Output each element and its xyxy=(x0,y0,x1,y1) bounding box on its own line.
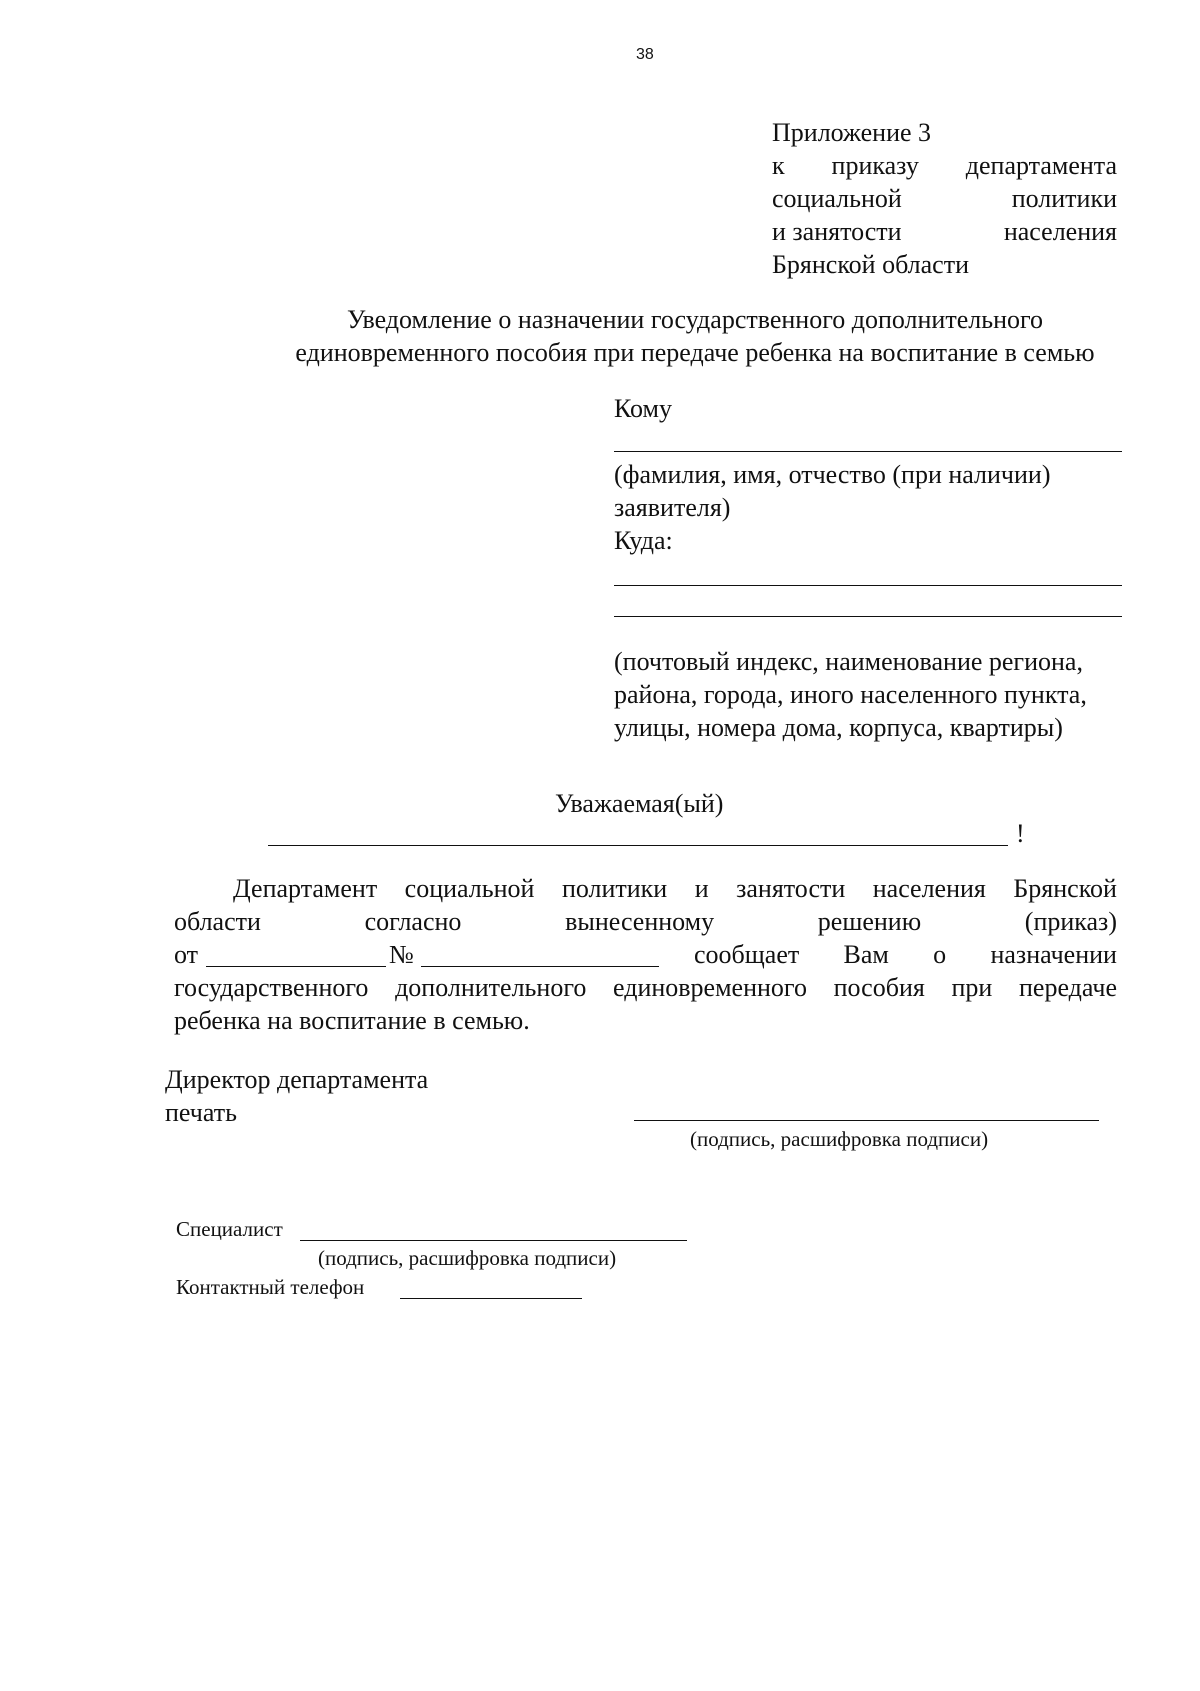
order-date-line xyxy=(206,966,386,967)
recipient-to-label: Кому xyxy=(614,394,673,423)
body-word: (приказ) xyxy=(1024,907,1117,936)
body-word: области xyxy=(174,907,261,936)
appendix-row-4: Брянской области xyxy=(772,250,969,279)
body-from-label: от xyxy=(174,940,199,969)
body-word: дополнительного xyxy=(395,973,587,1002)
recipient-address-hint-1: (почтовый индекс, наименование региона, xyxy=(614,647,1083,676)
appendix-row-3 xyxy=(772,216,1117,248)
page-number: 38 xyxy=(636,46,654,63)
body-word: Брянской xyxy=(1013,874,1117,903)
contact-phone-line xyxy=(400,1298,582,1299)
body-word: и xyxy=(694,874,709,903)
body-word: решению xyxy=(817,907,922,936)
appendix-word: политики xyxy=(1011,184,1117,213)
appendix-title: Приложение 3 xyxy=(772,118,932,147)
recipient-name-hint-2: заявителя) xyxy=(614,493,731,522)
body-word: при xyxy=(951,973,993,1002)
document-heading-line-2: единовременного пособия при передаче ребенка на воспитание в семью xyxy=(295,338,1095,367)
greeting-exclamation: ! xyxy=(1016,819,1025,848)
body-word: согласно xyxy=(364,907,462,936)
document-heading-line-1: Уведомление о назначении государственного дополнительного xyxy=(346,305,1044,334)
body-word: населения xyxy=(872,874,986,903)
appendix-word: департамента xyxy=(965,151,1117,180)
greeting-name-line xyxy=(268,845,1008,846)
body-line-1 xyxy=(233,873,1117,905)
body-word: назначении xyxy=(990,940,1117,969)
body-word: Департамент xyxy=(233,874,378,903)
contact-phone-label: Контактный телефон xyxy=(176,1275,365,1299)
appendix-word: населения xyxy=(1003,217,1117,246)
body-word: о xyxy=(933,940,947,969)
body-word: занятости xyxy=(736,874,846,903)
body-word: Вам xyxy=(843,940,889,969)
body-word: вынесенному xyxy=(565,907,715,936)
appendix-word: социальной xyxy=(772,184,902,213)
director-signature-line xyxy=(634,1120,1099,1121)
stamp-label: печать xyxy=(165,1098,237,1127)
body-line-3-rest xyxy=(694,939,1117,971)
recipient-address-line-2 xyxy=(614,616,1122,617)
director-signature-hint: (подпись, расшифровка подписи) xyxy=(690,1127,989,1151)
order-number-line xyxy=(421,966,659,967)
specialist-label: Специалист xyxy=(176,1217,283,1241)
appendix-word: приказу xyxy=(831,151,919,180)
appendix-row-1 xyxy=(772,150,1117,182)
body-word: передаче xyxy=(1019,973,1117,1002)
body-word: государственного xyxy=(174,973,369,1002)
body-word: политики xyxy=(561,874,668,903)
body-word: пособия xyxy=(833,973,925,1002)
body-word: единовременного xyxy=(613,973,807,1002)
body-line-4 xyxy=(174,972,1117,1004)
body-number-sign: № xyxy=(389,940,414,969)
appendix-row-2 xyxy=(772,183,1117,215)
body-line-5: ребенка на воспитание в семью. xyxy=(174,1006,530,1035)
body-word: социальной xyxy=(404,874,535,903)
specialist-signature-hint: (подпись, расшифровка подписи) xyxy=(318,1246,617,1270)
director-label: Директор департамента xyxy=(165,1065,429,1094)
appendix-word: и занятости xyxy=(772,217,902,246)
recipient-name-line xyxy=(614,451,1122,452)
recipient-name-hint-1: (фамилия, имя, отчество (при наличии) xyxy=(614,460,1051,489)
recipient-address-label: Куда: xyxy=(614,526,673,555)
appendix-word: к xyxy=(772,151,785,180)
specialist-signature-line xyxy=(300,1240,687,1241)
body-word: сообщает xyxy=(694,940,800,969)
recipient-address-hint-2: района, города, иного населенного пункта, xyxy=(614,680,1087,709)
greeting-text: Уважаемая(ый) xyxy=(555,789,724,818)
recipient-address-line-1 xyxy=(614,585,1122,586)
recipient-address-hint-3: улицы, номера дома, корпуса, квартиры) xyxy=(614,713,1063,742)
body-line-2 xyxy=(174,906,1117,938)
